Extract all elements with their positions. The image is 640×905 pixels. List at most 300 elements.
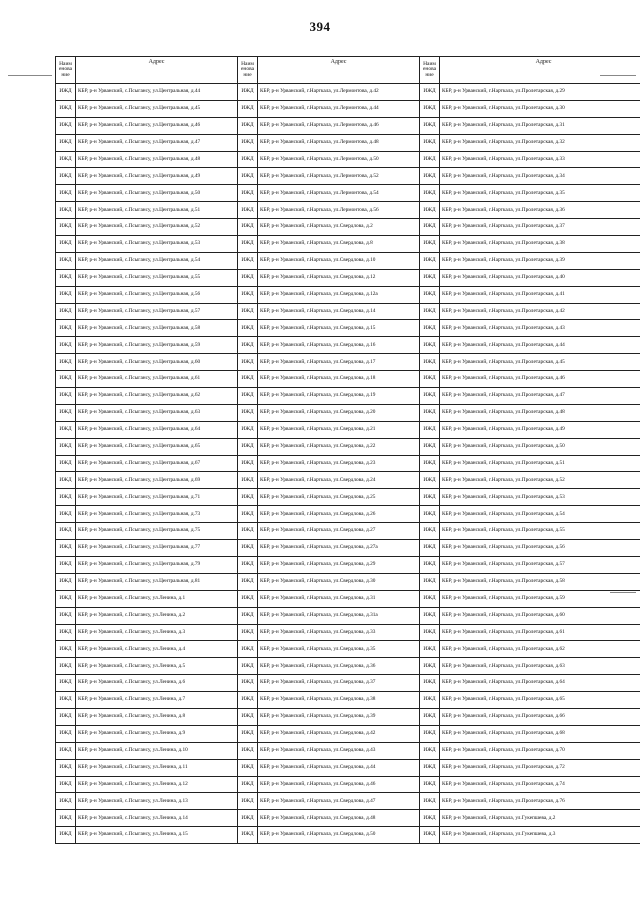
object-type-cell: ИЖД — [238, 641, 258, 658]
address-cell: КБР, р-н Урванский, г.Нарткала, ул.Пролетарская, д.41 — [440, 286, 640, 303]
address-cell: КБР, р-н Урванский, г.Нарткала, ул.Свердлова, д.15 — [258, 320, 420, 337]
address-cell: КБР, р-н Урванский, г.Нарткала, ул.Свердлова, д.35 — [258, 641, 420, 658]
object-type-cell: ИЖД — [238, 320, 258, 337]
object-type-cell: ИЖД — [238, 692, 258, 709]
address-cell: КБР, р-н Урванский, г.Нарткала, ул.Свердлова, д.8 — [258, 236, 420, 253]
object-type-cell: ИЖД — [238, 793, 258, 810]
object-type-cell: ИЖД — [420, 134, 440, 151]
object-type-cell: ИЖД — [238, 489, 258, 506]
object-type-cell: ИЖД — [420, 624, 440, 641]
address-cell: КБР, р-н Урванский, с.Псыгансу, ул.Ленина, д.9 — [76, 725, 238, 742]
object-type-cell: ИЖД — [56, 793, 76, 810]
object-type-cell: ИЖД — [420, 252, 440, 269]
object-type-cell: ИЖД — [56, 320, 76, 337]
object-type-cell: ИЖД — [56, 371, 76, 388]
object-type-cell: ИЖД — [420, 658, 440, 675]
table-row — [56, 202, 640, 219]
scan-line — [8, 75, 52, 76]
table-row — [56, 421, 640, 438]
address-cell: КБР, р-н Урванский, с.Псыгансу, ул.Центральная, д.50 — [76, 185, 238, 202]
address-cell: КБР, р-н Урванский, г.Нарткала, ул.Пролетарская, д.31 — [440, 117, 640, 134]
column-header-type: Наим енова ние — [56, 57, 76, 84]
object-type-cell: ИЖД — [238, 742, 258, 759]
address-cell: КБР, р-н Урванский, г.Нарткала, ул.Лермонтова, д.44 — [258, 100, 420, 117]
address-cell: КБР, р-н Урванский, г.Нарткала, ул.Свердлова, д.37 — [258, 675, 420, 692]
table-row — [56, 117, 640, 134]
object-type-cell: ИЖД — [420, 117, 440, 134]
address-cell: КБР, р-н Урванский, г.Нарткала, ул.Свердлова, д.36 — [258, 658, 420, 675]
address-cell: КБР, р-н Урванский, г.Нарткала, ул.Пролетарская, д.54 — [440, 506, 640, 523]
object-type-cell: ИЖД — [238, 573, 258, 590]
object-type-cell: ИЖД — [238, 624, 258, 641]
address-cell: КБР, р-н Урванский, с.Псыгансу, ул.Центральная, д.60 — [76, 354, 238, 371]
table-row — [56, 236, 640, 253]
address-cell: КБР, р-н Урванский, г.Нарткала, ул.Пролетарская, д.66 — [440, 708, 640, 725]
object-type-cell: ИЖД — [238, 202, 258, 219]
address-cell: КБР, р-н Урванский, с.Псыгансу, ул.Ленина, д.13 — [76, 793, 238, 810]
address-cell: КБР, р-н Урванский, с.Псыгансу, ул.Центральная, д.55 — [76, 269, 238, 286]
address-cell: КБР, р-н Урванский, г.Нарткала, ул.Лермонтова, д.52 — [258, 168, 420, 185]
address-cell: КБР, р-н Урванский, г.Нарткала, ул.Пролетарская, д.74 — [440, 776, 640, 793]
object-type-cell: ИЖД — [238, 303, 258, 320]
table-row — [56, 506, 640, 523]
address-cell: КБР, р-н Урванский, с.Псыгансу, ул.Ленина, д.11 — [76, 759, 238, 776]
object-type-cell: ИЖД — [56, 269, 76, 286]
object-type-cell: ИЖД — [420, 371, 440, 388]
scan-line — [600, 75, 636, 76]
object-type-cell: ИЖД — [420, 827, 440, 844]
table-row — [56, 708, 640, 725]
object-type-cell: ИЖД — [420, 455, 440, 472]
address-cell: КБР, р-н Урванский, г.Нарткала, ул.Пролетарская, д.46 — [440, 371, 640, 388]
object-type-cell: ИЖД — [238, 185, 258, 202]
object-type-cell: ИЖД — [56, 607, 76, 624]
object-type-cell: ИЖД — [238, 236, 258, 253]
object-type-cell: ИЖД — [238, 371, 258, 388]
address-cell: КБР, р-н Урванский, г.Нарткала, ул.Свердлова, д.12 — [258, 269, 420, 286]
table-row — [56, 556, 640, 573]
table-row — [56, 252, 640, 269]
address-cell: КБР, р-н Урванский, г.Нарткала, ул.Свердлова, д.17 — [258, 354, 420, 371]
object-type-cell: ИЖД — [420, 269, 440, 286]
object-type-cell: ИЖД — [238, 590, 258, 607]
address-cell: КБР, р-н Урванский, с.Псыгансу, ул.Центральная, д.61 — [76, 371, 238, 388]
table-row — [56, 337, 640, 354]
object-type-cell: ИЖД — [56, 303, 76, 320]
address-cell: КБР, р-н Урванский, г.Нарткала, ул.Пролетарская, д.56 — [440, 540, 640, 557]
address-cell: КБР, р-н Урванский, г.Нарткала, ул.Пролетарская, д.60 — [440, 607, 640, 624]
object-type-cell: ИЖД — [56, 556, 76, 573]
table-row — [56, 590, 640, 607]
address-cell: КБР, р-н Урванский, г.Нарткала, ул.Свердлова, д.48 — [258, 810, 420, 827]
object-type-cell: ИЖД — [238, 658, 258, 675]
address-cell: КБР, р-н Урванский, с.Псыгансу, ул.Ленина, д.2 — [76, 607, 238, 624]
address-cell: КБР, р-н Урванский, г.Нарткала, ул.Пролетарская, д.48 — [440, 404, 640, 421]
address-cell: КБР, р-н Урванский, с.Псыгансу, ул.Центральная, д.69 — [76, 472, 238, 489]
object-type-cell: ИЖД — [56, 236, 76, 253]
object-type-cell: ИЖД — [420, 708, 440, 725]
object-type-cell: ИЖД — [238, 84, 258, 101]
object-type-cell: ИЖД — [56, 337, 76, 354]
address-cell: КБР, р-н Урванский, г.Нарткала, ул.Гукепшева, д.2 — [440, 810, 640, 827]
object-type-cell: ИЖД — [238, 725, 258, 742]
column-header-type: Наим енова ние — [420, 57, 440, 84]
object-type-cell: ИЖД — [420, 421, 440, 438]
address-cell: КБР, р-н Урванский, г.Нарткала, ул.Пролетарская, д.72 — [440, 759, 640, 776]
address-cell: КБР, р-н Урванский, с.Псыгансу, ул.Центральная, д.59 — [76, 337, 238, 354]
table-row — [56, 438, 640, 455]
address-cell: КБР, р-н Урванский, с.Псыгансу, ул.Центральная, д.49 — [76, 168, 238, 185]
table-row — [56, 134, 640, 151]
object-type-cell: ИЖД — [420, 151, 440, 168]
address-cell: КБР, р-н Урванский, г.Нарткала, ул.Пролетарская, д.58 — [440, 573, 640, 590]
object-type-cell: ИЖД — [420, 523, 440, 540]
object-type-cell: ИЖД — [56, 759, 76, 776]
object-type-cell: ИЖД — [420, 84, 440, 101]
address-cell: КБР, р-н Урванский, с.Псыгансу, ул.Ленина, д.1 — [76, 590, 238, 607]
column-header-address: Адрес — [258, 57, 420, 84]
object-type-cell: ИЖД — [238, 168, 258, 185]
table-row — [56, 742, 640, 759]
address-cell: КБР, р-н Урванский, г.Нарткала, ул.Пролетарская, д.30 — [440, 100, 640, 117]
table-row — [56, 607, 640, 624]
object-type-cell: ИЖД — [238, 556, 258, 573]
address-cell: КБР, р-н Урванский, с.Псыгансу, ул.Ленина, д.10 — [76, 742, 238, 759]
address-cell: КБР, р-н Урванский, г.Нарткала, ул.Свердлова, д.19 — [258, 388, 420, 405]
address-cell: КБР, р-н Урванский, с.Псыгансу, ул.Центральная, д.64 — [76, 421, 238, 438]
object-type-cell: ИЖД — [420, 388, 440, 405]
address-cell: КБР, р-н Урванский, с.Псыгансу, ул.Центральная, д.65 — [76, 438, 238, 455]
address-cell: КБР, р-н Урванский, г.Нарткала, ул.Пролетарская, д.61 — [440, 624, 640, 641]
address-cell: КБР, р-н Урванский, г.Нарткала, ул.Пролетарская, д.49 — [440, 421, 640, 438]
column-header-type: Наим енова ние — [238, 57, 258, 84]
object-type-cell: ИЖД — [238, 404, 258, 421]
object-type-cell: ИЖД — [420, 692, 440, 709]
address-register-table — [55, 56, 640, 844]
object-type-cell: ИЖД — [238, 523, 258, 540]
address-cell: КБР, р-н Урванский, с.Псыгансу, ул.Центральная, д.71 — [76, 489, 238, 506]
table-row — [56, 371, 640, 388]
object-type-cell: ИЖД — [56, 827, 76, 844]
address-cell: КБР, р-н Урванский, г.Нарткала, ул.Пролетарская, д.57 — [440, 556, 640, 573]
object-type-cell: ИЖД — [56, 252, 76, 269]
address-cell: КБР, р-н Урванский, г.Нарткала, ул.Свердлова, д.43 — [258, 742, 420, 759]
address-cell: КБР, р-н Урванский, г.Нарткала, ул.Свердлова, д.20 — [258, 404, 420, 421]
table-row — [56, 827, 640, 844]
object-type-cell: ИЖД — [420, 776, 440, 793]
object-type-cell: ИЖД — [56, 776, 76, 793]
address-cell: КБР, р-н Урванский, с.Псыгансу, ул.Ленина, д.12 — [76, 776, 238, 793]
object-type-cell: ИЖД — [56, 472, 76, 489]
table-row — [56, 320, 640, 337]
address-cell: КБР, р-н Урванский, с.Псыгансу, ул.Ленина, д.15 — [76, 827, 238, 844]
table-row — [56, 523, 640, 540]
object-type-cell: ИЖД — [420, 404, 440, 421]
object-type-cell: ИЖД — [420, 100, 440, 117]
object-type-cell: ИЖД — [56, 134, 76, 151]
object-type-cell: ИЖД — [238, 708, 258, 725]
address-cell: КБР, р-н Урванский, с.Псыгансу, ул.Центральная, д.62 — [76, 388, 238, 405]
address-cell: КБР, р-н Урванский, с.Псыгансу, ул.Центральная, д.57 — [76, 303, 238, 320]
address-cell: КБР, р-н Урванский, с.Псыгансу, ул.Ленина, д.6 — [76, 675, 238, 692]
address-cell: КБР, р-н Урванский, г.Нарткала, ул.Свердлова, д.46 — [258, 776, 420, 793]
address-cell: КБР, р-н Урванский, с.Псыгансу, ул.Центральная, д.79 — [76, 556, 238, 573]
object-type-cell: ИЖД — [420, 759, 440, 776]
address-cell: КБР, р-н Урванский, г.Нарткала, ул.Свердлова, д.42 — [258, 725, 420, 742]
object-type-cell: ИЖД — [238, 100, 258, 117]
address-cell: КБР, р-н Урванский, г.Нарткала, ул.Пролетарская, д.53 — [440, 489, 640, 506]
table-body — [56, 84, 640, 844]
object-type-cell: ИЖД — [420, 219, 440, 236]
address-cell: КБР, р-н Урванский, г.Нарткала, ул.Пролетарская, д.76 — [440, 793, 640, 810]
table-row — [56, 776, 640, 793]
address-cell: КБР, р-н Урванский, г.Нарткала, ул.Лермонтова, д.48 — [258, 134, 420, 151]
address-cell: КБР, р-н Урванский, с.Псыгансу, ул.Центральная, д.81 — [76, 573, 238, 590]
object-type-cell: ИЖД — [420, 793, 440, 810]
object-type-cell: ИЖД — [56, 421, 76, 438]
address-cell: КБР, р-н Урванский, г.Нарткала, ул.Пролетарская, д.55 — [440, 523, 640, 540]
table-row — [56, 692, 640, 709]
object-type-cell: ИЖД — [56, 438, 76, 455]
table-row — [56, 725, 640, 742]
object-type-cell: ИЖД — [238, 151, 258, 168]
table-row — [56, 793, 640, 810]
object-type-cell: ИЖД — [420, 573, 440, 590]
object-type-cell: ИЖД — [420, 185, 440, 202]
table-row — [56, 489, 640, 506]
object-type-cell: ИЖД — [238, 506, 258, 523]
object-type-cell: ИЖД — [56, 742, 76, 759]
object-type-cell: ИЖД — [238, 286, 258, 303]
address-cell: КБР, р-н Урванский, г.Нарткала, ул.Свердлова, д.50 — [258, 827, 420, 844]
object-type-cell: ИЖД — [420, 590, 440, 607]
address-cell: КБР, р-н Урванский, г.Нарткала, ул.Свердлова, д.31а — [258, 607, 420, 624]
address-cell: КБР, р-н Урванский, г.Нарткала, ул.Свердлова, д.39 — [258, 708, 420, 725]
address-cell: КБР, р-н Урванский, г.Нарткала, ул.Пролетарская, д.42 — [440, 303, 640, 320]
address-cell: КБР, р-н Урванский, г.Нарткала, ул.Свердлова, д.16 — [258, 337, 420, 354]
object-type-cell: ИЖД — [56, 810, 76, 827]
object-type-cell: ИЖД — [56, 590, 76, 607]
object-type-cell: ИЖД — [238, 421, 258, 438]
table-header — [56, 57, 640, 84]
address-cell: КБР, р-н Урванский, с.Псыгансу, ул.Центральная, д.56 — [76, 286, 238, 303]
object-type-cell: ИЖД — [420, 168, 440, 185]
object-type-cell: ИЖД — [420, 320, 440, 337]
table-row — [56, 573, 640, 590]
table-row — [56, 286, 640, 303]
object-type-cell: ИЖД — [56, 523, 76, 540]
object-type-cell: ИЖД — [238, 607, 258, 624]
address-cell: КБР, р-н Урванский, г.Нарткала, ул.Пролетарская, д.32 — [440, 134, 640, 151]
object-type-cell: ИЖД — [420, 607, 440, 624]
table-row — [56, 810, 640, 827]
address-cell: КБР, р-н Урванский, с.Псыгансу, ул.Центральная, д.53 — [76, 236, 238, 253]
object-type-cell: ИЖД — [56, 540, 76, 557]
address-cell: КБР, р-н Урванский, г.Нарткала, ул.Пролетарская, д.43 — [440, 320, 640, 337]
address-cell: КБР, р-н Урванский, г.Нарткала, ул.Пролетарская, д.45 — [440, 354, 640, 371]
address-cell: КБР, р-н Урванский, с.Псыгансу, ул.Центральная, д.46 — [76, 117, 238, 134]
address-cell: КБР, р-н Урванский, с.Псыгансу, ул.Центральная, д.51 — [76, 202, 238, 219]
address-cell: КБР, р-н Урванский, г.Нарткала, ул.Лермонтова, д.54 — [258, 185, 420, 202]
address-cell: КБР, р-н Урванский, г.Нарткала, ул.Свердлова, д.31 — [258, 590, 420, 607]
object-type-cell: ИЖД — [238, 675, 258, 692]
address-cell: КБР, р-н Урванский, г.Нарткала, ул.Свердлова, д.26 — [258, 506, 420, 523]
table-row — [56, 388, 640, 405]
address-cell: КБР, р-н Урванский, г.Нарткала, ул.Свердлова, д.38 — [258, 692, 420, 709]
address-cell: КБР, р-н Урванский, г.Нарткала, ул.Пролетарская, д.62 — [440, 641, 640, 658]
object-type-cell: ИЖД — [56, 117, 76, 134]
object-type-cell: ИЖД — [420, 556, 440, 573]
address-cell: КБР, р-н Урванский, с.Псыгансу, ул.Центральная, д.48 — [76, 151, 238, 168]
object-type-cell: ИЖД — [420, 438, 440, 455]
table-row — [56, 303, 640, 320]
address-cell: КБР, р-н Урванский, г.Нарткала, ул.Свердлова, д.33 — [258, 624, 420, 641]
object-type-cell: ИЖД — [56, 455, 76, 472]
address-cell: КБР, р-н Урванский, г.Нарткала, ул.Пролетарская, д.36 — [440, 202, 640, 219]
object-type-cell: ИЖД — [56, 84, 76, 101]
object-type-cell: ИЖД — [238, 776, 258, 793]
object-type-cell: ИЖД — [420, 286, 440, 303]
address-cell: КБР, р-н Урванский, г.Нарткала, ул.Лермонтова, д.42 — [258, 84, 420, 101]
object-type-cell: ИЖД — [56, 100, 76, 117]
address-cell: КБР, р-н Урванский, г.Нарткала, ул.Свердлова, д.25 — [258, 489, 420, 506]
address-cell: КБР, р-н Урванский, г.Нарткала, ул.Пролетарская, д.35 — [440, 185, 640, 202]
object-type-cell: ИЖД — [56, 354, 76, 371]
address-cell: КБР, р-н Урванский, с.Псыгансу, ул.Центральная, д.52 — [76, 219, 238, 236]
object-type-cell: ИЖД — [420, 489, 440, 506]
object-type-cell: ИЖД — [238, 252, 258, 269]
object-type-cell: ИЖД — [56, 692, 76, 709]
scan-line — [610, 592, 636, 593]
object-type-cell: ИЖД — [238, 810, 258, 827]
object-type-cell: ИЖД — [56, 725, 76, 742]
address-cell: КБР, р-н Урванский, г.Нарткала, ул.Свердлова, д.27 — [258, 523, 420, 540]
address-cell: КБР, р-н Урванский, г.Нарткала, ул.Пролетарская, д.44 — [440, 337, 640, 354]
object-type-cell: ИЖД — [56, 675, 76, 692]
table-row — [56, 472, 640, 489]
address-cell: КБР, р-н Урванский, г.Нарткала, ул.Свердлова, д.44 — [258, 759, 420, 776]
address-cell: КБР, р-н Урванский, г.Нарткала, ул.Свердлова, д.10 — [258, 252, 420, 269]
address-cell: КБР, р-н Урванский, с.Псыгансу, ул.Ленина, д.4 — [76, 641, 238, 658]
address-cell: КБР, р-н Урванский, с.Псыгансу, ул.Ленина, д.14 — [76, 810, 238, 827]
address-cell: КБР, р-н Урванский, г.Нарткала, ул.Пролетарская, д.64 — [440, 675, 640, 692]
object-type-cell: ИЖД — [420, 202, 440, 219]
address-cell: КБР, р-н Урванский, с.Псыгансу, ул.Ленина, д.5 — [76, 658, 238, 675]
address-cell: КБР, р-н Урванский, г.Нарткала, ул.Пролетарская, д.33 — [440, 151, 640, 168]
address-cell: КБР, р-н Урванский, г.Нарткала, ул.Свердлова, д.14 — [258, 303, 420, 320]
object-type-cell: ИЖД — [238, 354, 258, 371]
object-type-cell: ИЖД — [56, 151, 76, 168]
address-cell: КБР, р-н Урванский, г.Нарткала, ул.Пролетарская, д.65 — [440, 692, 640, 709]
address-cell: КБР, р-н Урванский, г.Нарткала, ул.Свердлова, д.47 — [258, 793, 420, 810]
address-cell: КБР, р-н Урванский, г.Нарткала, ул.Свердлова, д.21 — [258, 421, 420, 438]
table-row — [56, 540, 640, 557]
object-type-cell: ИЖД — [56, 388, 76, 405]
object-type-cell: ИЖД — [238, 337, 258, 354]
table-row — [56, 84, 640, 101]
table-row — [56, 759, 640, 776]
table-row — [56, 658, 640, 675]
address-cell: КБР, р-н Урванский, г.Нарткала, ул.Пролетарская, д.39 — [440, 252, 640, 269]
address-cell: КБР, р-н Урванский, с.Псыгансу, ул.Ленина, д.3 — [76, 624, 238, 641]
address-cell: КБР, р-н Урванский, с.Псыгансу, ул.Центральная, д.75 — [76, 523, 238, 540]
table-row — [56, 100, 640, 117]
object-type-cell: ИЖД — [420, 337, 440, 354]
address-cell: КБР, р-н Урванский, г.Нарткала, ул.Лермонтова, д.56 — [258, 202, 420, 219]
address-cell: КБР, р-н Урванский, г.Нарткала, ул.Свердлова, д.22 — [258, 438, 420, 455]
object-type-cell: ИЖД — [56, 185, 76, 202]
address-cell: КБР, р-н Урванский, с.Псыгансу, ул.Центральная, д.73 — [76, 506, 238, 523]
object-type-cell: ИЖД — [56, 286, 76, 303]
table-row — [56, 219, 640, 236]
address-cell: КБР, р-н Урванский, г.Нарткала, ул.Свердлова, д.24 — [258, 472, 420, 489]
address-cell: КБР, р-н Урванский, г.Нарткала, ул.Пролетарская, д.59 — [440, 590, 640, 607]
address-cell: КБР, р-н Урванский, г.Нарткала, ул.Пролетарская, д.47 — [440, 388, 640, 405]
address-cell: КБР, р-н Урванский, г.Нарткала, ул.Свердлова, д.29 — [258, 556, 420, 573]
object-type-cell: ИЖД — [238, 759, 258, 776]
address-cell: КБР, р-н Урванский, г.Нарткала, ул.Пролетарская, д.29 — [440, 84, 640, 101]
address-cell: КБР, р-н Урванский, с.Псыгансу, ул.Центральная, д.44 — [76, 84, 238, 101]
address-cell: КБР, р-н Урванский, с.Псыгансу, ул.Центральная, д.63 — [76, 404, 238, 421]
table-row — [56, 168, 640, 185]
address-cell: КБР, р-н Урванский, г.Нарткала, ул.Свердлова, д.12а — [258, 286, 420, 303]
address-cell: КБР, р-н Урванский, г.Нарткала, ул.Пролетарская, д.50 — [440, 438, 640, 455]
table-row — [56, 455, 640, 472]
address-cell: КБР, р-н Урванский, г.Нарткала, ул.Пролетарская, д.40 — [440, 269, 640, 286]
address-cell: КБР, р-н Урванский, с.Псыгансу, ул.Центральная, д.67 — [76, 455, 238, 472]
object-type-cell: ИЖД — [56, 658, 76, 675]
object-type-cell: ИЖД — [238, 438, 258, 455]
object-type-cell: ИЖД — [56, 489, 76, 506]
object-type-cell: ИЖД — [238, 472, 258, 489]
address-cell: КБР, р-н Урванский, с.Псыгансу, ул.Центральная, д.47 — [76, 134, 238, 151]
object-type-cell: ИЖД — [238, 540, 258, 557]
address-cell: КБР, р-н Урванский, с.Псыгансу, ул.Центральная, д.45 — [76, 100, 238, 117]
object-type-cell: ИЖД — [420, 641, 440, 658]
object-type-cell: ИЖД — [238, 388, 258, 405]
table-row — [56, 624, 640, 641]
address-cell: КБР, р-н Урванский, г.Нарткала, ул.Свердлова, д.27а — [258, 540, 420, 557]
object-type-cell: ИЖД — [56, 624, 76, 641]
object-type-cell: ИЖД — [420, 236, 440, 253]
column-header-address: Адрес — [76, 57, 238, 84]
address-cell: КБР, р-н Урванский, г.Нарткала, ул.Лермонтова, д.50 — [258, 151, 420, 168]
table-row — [56, 269, 640, 286]
address-cell: КБР, р-н Урванский, г.Нарткала, ул.Пролетарская, д.63 — [440, 658, 640, 675]
address-cell: КБР, р-н Урванский, г.Нарткала, ул.Пролетарская, д.51 — [440, 455, 640, 472]
address-cell: КБР, р-н Урванский, г.Нарткала, ул.Пролетарская, д.34 — [440, 168, 640, 185]
object-type-cell: ИЖД — [238, 827, 258, 844]
table-row — [56, 185, 640, 202]
table-row — [56, 404, 640, 421]
object-type-cell: ИЖД — [56, 573, 76, 590]
object-type-cell: ИЖД — [420, 506, 440, 523]
address-cell: КБР, р-н Урванский, с.Псыгансу, ул.Ленина, д.8 — [76, 708, 238, 725]
address-cell: КБР, р-н Урванский, г.Нарткала, ул.Пролетарская, д.68 — [440, 725, 640, 742]
address-cell: КБР, р-н Урванский, г.Нарткала, ул.Пролетарская, д.37 — [440, 219, 640, 236]
object-type-cell: ИЖД — [420, 303, 440, 320]
table-row — [56, 354, 640, 371]
object-type-cell: ИЖД — [238, 455, 258, 472]
object-type-cell: ИЖД — [420, 810, 440, 827]
table-row — [56, 151, 640, 168]
object-type-cell: ИЖД — [56, 641, 76, 658]
object-type-cell: ИЖД — [56, 404, 76, 421]
object-type-cell: ИЖД — [420, 354, 440, 371]
object-type-cell: ИЖД — [56, 202, 76, 219]
object-type-cell: ИЖД — [238, 117, 258, 134]
address-cell: КБР, р-н Урванский, г.Нарткала, ул.Свердлова, д.23 — [258, 455, 420, 472]
